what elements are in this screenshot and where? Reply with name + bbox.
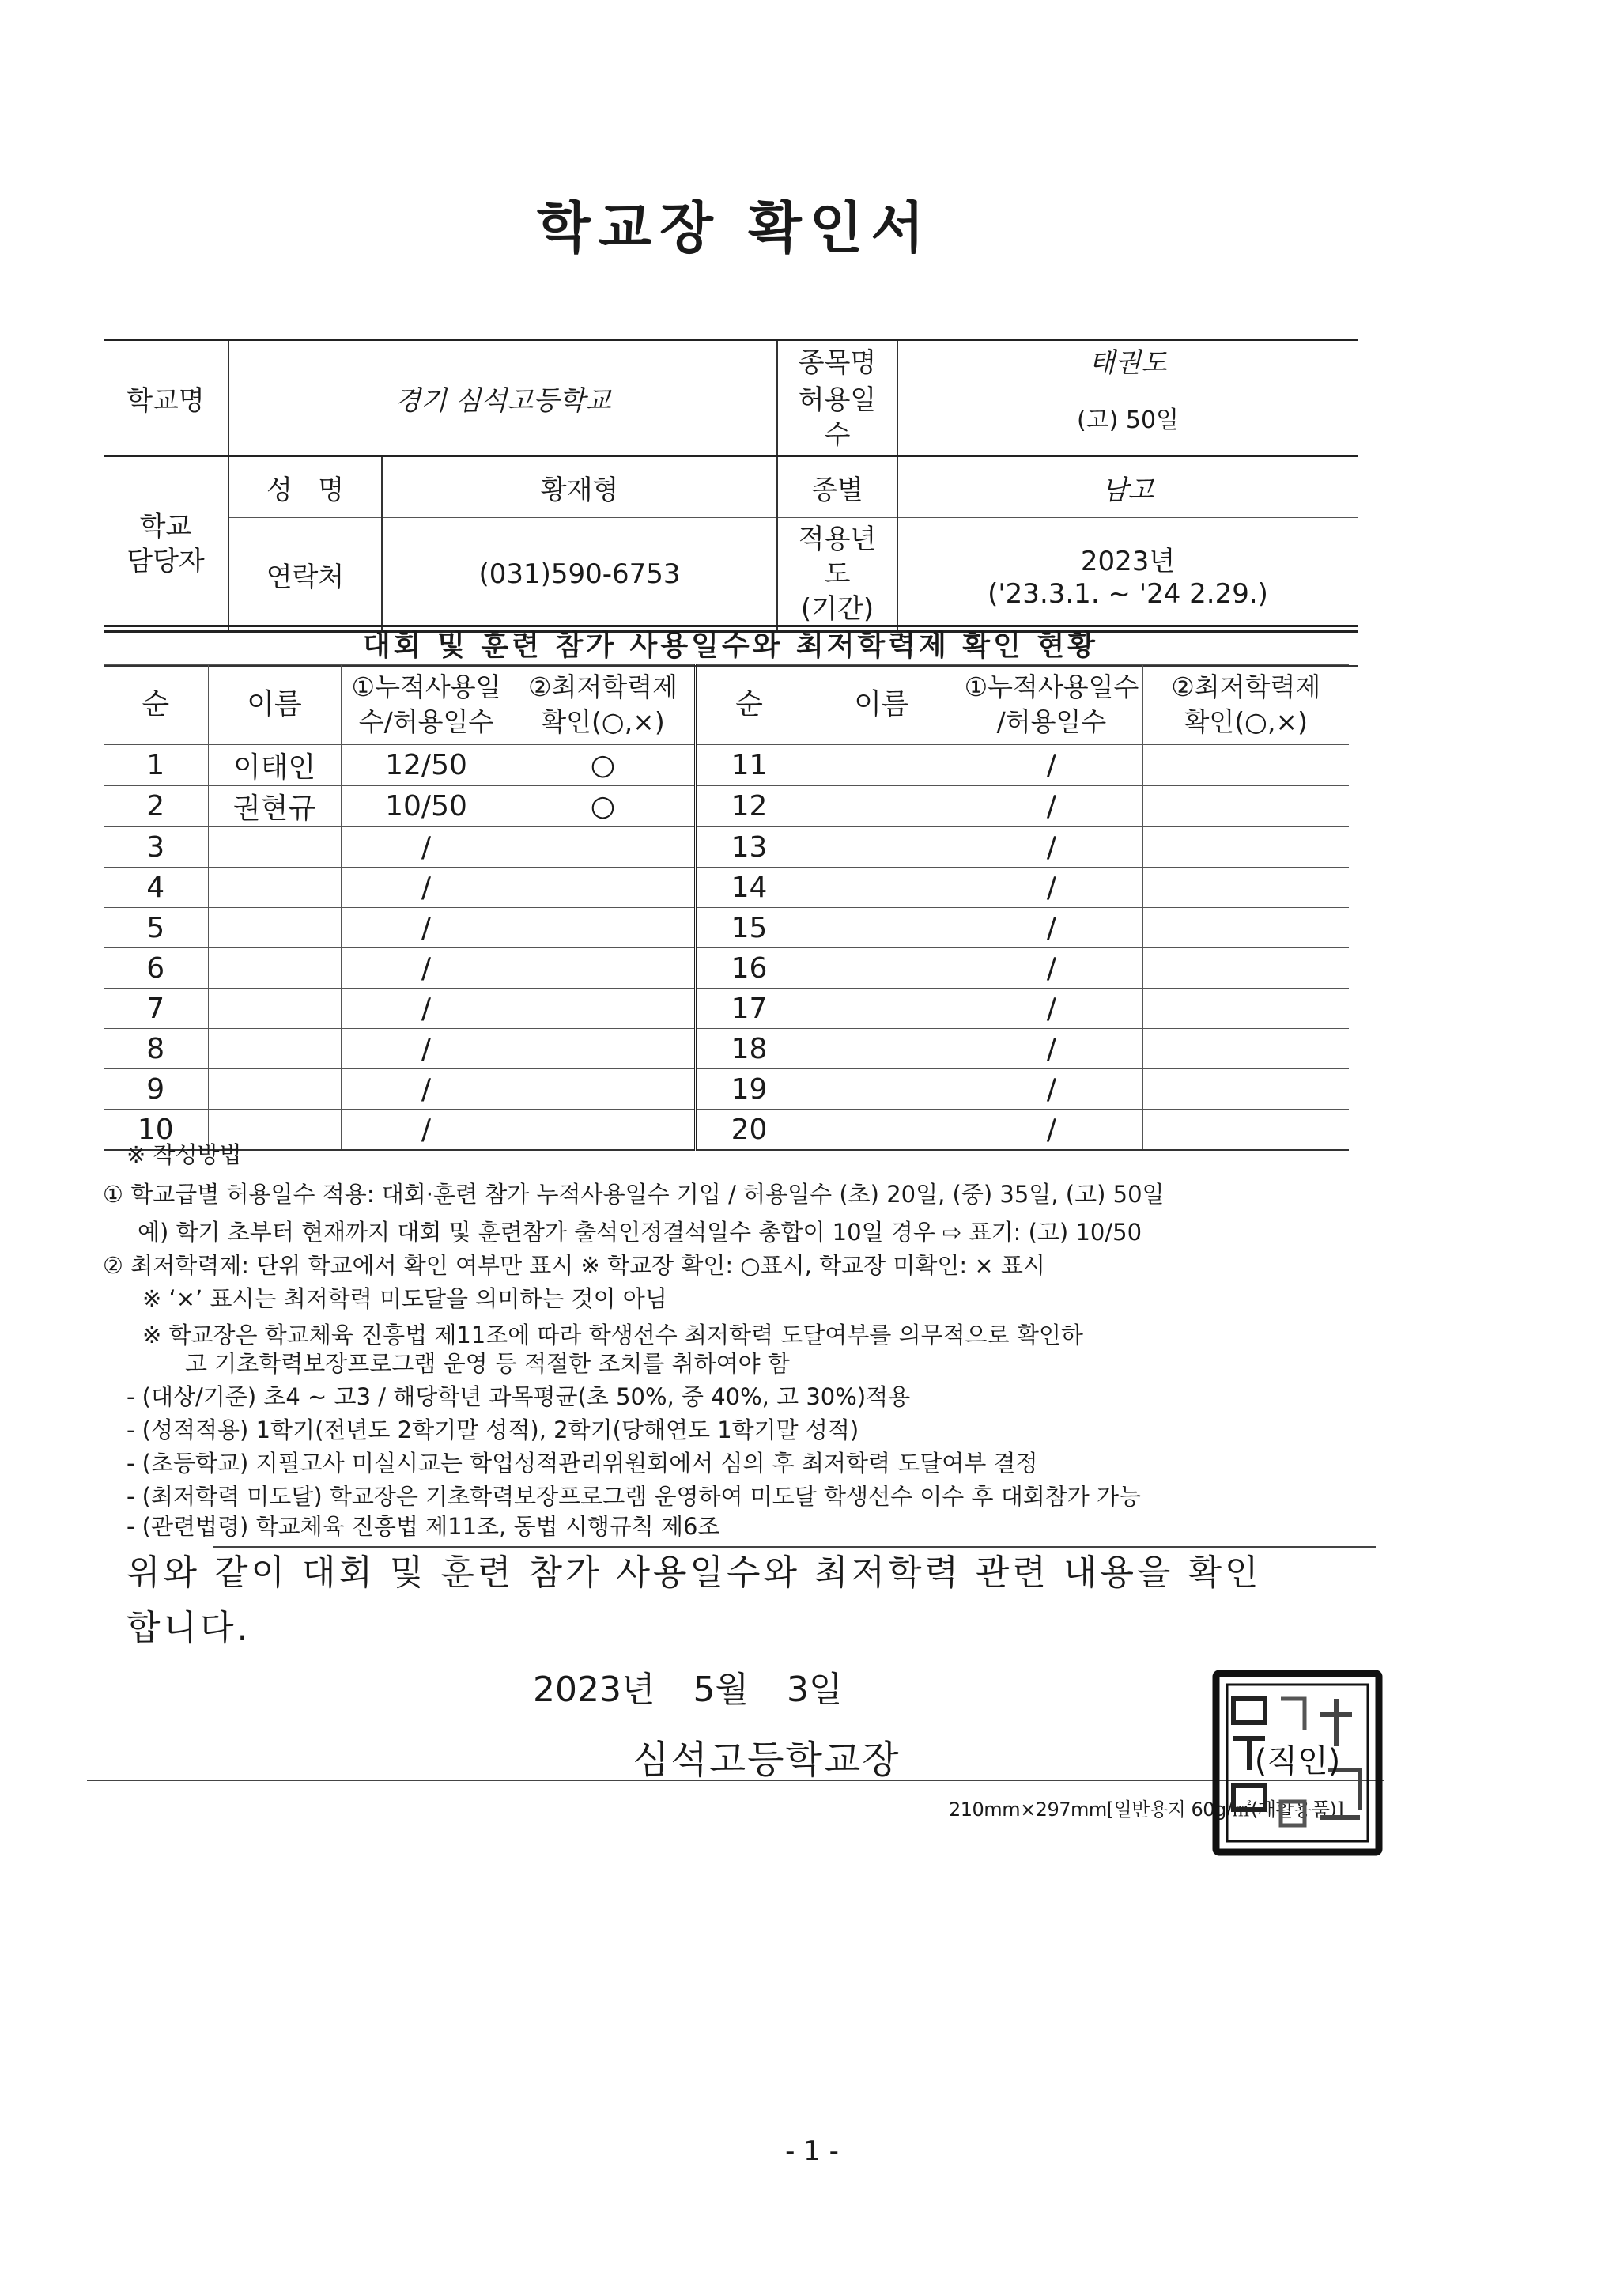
student-name-2 bbox=[803, 827, 961, 868]
row-number-2: 20 bbox=[695, 1110, 803, 1151]
student-name-2 bbox=[803, 1069, 961, 1110]
days-used: / bbox=[341, 1069, 512, 1110]
header-no-2: 순 bbox=[695, 665, 803, 745]
days-used: / bbox=[341, 1029, 512, 1069]
academic-check bbox=[512, 1029, 695, 1069]
student-name: 권현규 bbox=[208, 786, 341, 827]
academic-check-2 bbox=[1142, 948, 1349, 989]
student-name-2 bbox=[803, 868, 961, 908]
row-number-2: 11 bbox=[695, 745, 803, 786]
header-no: 순 bbox=[104, 665, 208, 745]
event-value: 태권도 bbox=[897, 340, 1358, 380]
school-name-label: 학교명 bbox=[104, 340, 228, 456]
category-value: 남고 bbox=[897, 456, 1358, 518]
table-row bbox=[104, 786, 1349, 827]
date-day: 3일 bbox=[786, 1670, 843, 1710]
academic-check-2 bbox=[1142, 908, 1349, 948]
academic-check bbox=[512, 948, 695, 989]
section-title: 대회 및 훈련 참가 사용일수와 최저학력제 확인 현황 bbox=[104, 625, 1358, 667]
row-number: 5 bbox=[104, 908, 208, 948]
academic-check-2 bbox=[1142, 1029, 1349, 1069]
table-row bbox=[104, 948, 1349, 989]
academic-check-2 bbox=[1142, 868, 1349, 908]
header-days: ①누적사용일 수/허용일수 bbox=[341, 665, 512, 745]
days-used: / bbox=[341, 827, 512, 868]
student-name-2 bbox=[803, 745, 961, 786]
period-text: ('23.3.1. ~ '24 2.29.) bbox=[988, 577, 1268, 610]
row-number: 8 bbox=[104, 1029, 208, 1069]
note-line: ※ 학교장은 학교체육 진흥법 제11조에 따라 학생선수 최저학력 도달여부를 의무적으로 확인하 bbox=[142, 1322, 1083, 1348]
event-label: 종목명 bbox=[777, 340, 897, 380]
phone-value: (031)590-6753 bbox=[382, 518, 777, 632]
days-used: / bbox=[341, 908, 512, 948]
row-number: 7 bbox=[104, 989, 208, 1029]
page-number: - 1 - bbox=[785, 2135, 839, 2167]
days-used-2: / bbox=[961, 1110, 1142, 1151]
allowed-days-label: 허용일 수 bbox=[777, 380, 897, 456]
confirmation-text bbox=[127, 1545, 1328, 1656]
days-used: / bbox=[341, 868, 512, 908]
days-used-2: / bbox=[961, 948, 1142, 989]
seal-text: (직인) bbox=[1254, 1743, 1341, 1780]
paper-spec: 210mm×297mm[일반용지 60g/㎡(재활용품)] bbox=[949, 1798, 1344, 1821]
days-used-2: / bbox=[961, 745, 1142, 786]
year-value bbox=[897, 518, 1358, 632]
row-number: 10 bbox=[104, 1110, 208, 1151]
notes-heading: ※ 작성방법 bbox=[127, 1141, 242, 1168]
academic-check-2 bbox=[1142, 745, 1349, 786]
days-used: 10/50 bbox=[341, 786, 512, 827]
year-text: 2023년 bbox=[1080, 545, 1176, 577]
student-name-2 bbox=[803, 1029, 961, 1069]
academic-check bbox=[512, 1069, 695, 1110]
days-used-2: / bbox=[961, 868, 1142, 908]
date-year: 2023년 bbox=[533, 1670, 655, 1710]
academic-check: ○ bbox=[512, 745, 695, 786]
table-row bbox=[104, 989, 1349, 1029]
days-used-2: / bbox=[961, 786, 1142, 827]
header-check: ②최저학력제 확인(○,×) bbox=[512, 665, 695, 745]
student-name-2 bbox=[803, 989, 961, 1029]
row-number-2: 13 bbox=[695, 827, 803, 868]
student-name bbox=[208, 908, 341, 948]
student-name bbox=[208, 948, 341, 989]
days-used-2: / bbox=[961, 827, 1142, 868]
school-info-table bbox=[104, 339, 1358, 633]
academic-check-2 bbox=[1142, 827, 1349, 868]
note-line: ※ ‘×’ 표시는 최저학력 미도달을 의미하는 것이 아님 bbox=[142, 1285, 667, 1312]
row-number: 4 bbox=[104, 868, 208, 908]
academic-check bbox=[512, 908, 695, 948]
table-row bbox=[104, 745, 1349, 786]
row-number-2: 18 bbox=[695, 1029, 803, 1069]
table-row bbox=[104, 1069, 1349, 1110]
issue-date bbox=[533, 1661, 869, 1711]
school-name-value: 경기 심석고등학교 bbox=[228, 340, 777, 456]
table-row bbox=[104, 1029, 1349, 1069]
confirmation-line-2: 합니다. bbox=[127, 1608, 251, 1648]
academic-check-2 bbox=[1142, 1110, 1349, 1151]
phone-label: 연락처 bbox=[228, 518, 382, 632]
student-name bbox=[208, 1069, 341, 1110]
row-number-2: 19 bbox=[695, 1069, 803, 1110]
category-label: 종별 bbox=[777, 456, 897, 518]
student-name bbox=[208, 827, 341, 868]
principal-name: 심석고등학교장 bbox=[633, 1738, 901, 1782]
allowed-days-value: (고) 50일 bbox=[897, 380, 1358, 456]
note-line: - (대상/기준) 초4 ~ 고3 / 해당학년 과목평균(초 50%, 중 40%, 고 30%)적용 bbox=[127, 1383, 911, 1410]
note-line: ② 최저학력제: 단위 학교에서 확인 여부만 표시 ※ 학교장 확인: ○표시, 학교장 미확인: × 표시 bbox=[103, 1252, 1045, 1279]
row-number: 3 bbox=[104, 827, 208, 868]
header-days-2: ①누적사용일수 /허용일수 bbox=[961, 665, 1142, 745]
days-used: / bbox=[341, 1110, 512, 1151]
header-name: 이름 bbox=[208, 665, 341, 745]
note-line: 예) 학기 초부터 현재까지 대회 및 훈련참가 출석인정결석일수 총합이 10일 경우 ⇨ 표기: (고) 10/50 bbox=[138, 1219, 1142, 1246]
student-name bbox=[208, 989, 341, 1029]
row-number-2: 15 bbox=[695, 908, 803, 948]
days-used-2: / bbox=[961, 908, 1142, 948]
table-row bbox=[104, 868, 1349, 908]
student-name bbox=[208, 1029, 341, 1069]
row-number: 9 bbox=[104, 1069, 208, 1110]
note-line: 고 기초학력보장프로그램 운영 등 적절한 조치를 취하여야 함 bbox=[185, 1350, 790, 1377]
academic-check: ○ bbox=[512, 786, 695, 827]
confirmation-line-1: 위와 같이 대회 및 훈련 참가 사용일수와 최저학력 관련 내용을 확인 bbox=[127, 1553, 1262, 1593]
row-number-2: 12 bbox=[695, 786, 803, 827]
days-used: 12/50 bbox=[341, 745, 512, 786]
roster-header-row bbox=[104, 665, 1349, 745]
academic-check bbox=[512, 989, 695, 1029]
academic-check bbox=[512, 1110, 695, 1151]
document-title: 학교장 확인서 bbox=[536, 195, 933, 260]
note-line: - (초등학교) 지필고사 미실시교는 학업성적관리위원회에서 심의 후 최저학력 도달여부 결정 bbox=[127, 1450, 1038, 1477]
days-used-2: / bbox=[961, 989, 1142, 1029]
note-line: - (관련법령) 학교체육 진흥법 제11조, 동법 시행규칙 제6조 bbox=[127, 1513, 720, 1540]
row-number: 1 bbox=[104, 745, 208, 786]
academic-check bbox=[512, 827, 695, 868]
student-name-2 bbox=[803, 948, 961, 989]
days-used: / bbox=[341, 989, 512, 1029]
note-line: - (최저학력 미도달) 학교장은 기초학력보장프로그램 운영하여 미도달 학생선수 이수 후 대회참가 가능 bbox=[127, 1483, 1142, 1510]
header-name-2: 이름 bbox=[803, 665, 961, 745]
academic-check-2 bbox=[1142, 1069, 1349, 1110]
bottom-rule bbox=[87, 1780, 1384, 1781]
table-row bbox=[104, 908, 1349, 948]
note-line: ① 학교급별 허용일수 적용: 대회·훈련 참가 누적사용일수 기입 / 허용일수 (초) 20일, (중) 35일, (고) 50일 bbox=[103, 1181, 1165, 1208]
student-name-2 bbox=[803, 1110, 961, 1151]
official-seal bbox=[1210, 1667, 1385, 1859]
student-name-2 bbox=[803, 786, 961, 827]
academic-check-2 bbox=[1142, 786, 1349, 827]
days-used: / bbox=[341, 948, 512, 989]
student-name-2 bbox=[803, 908, 961, 948]
row-number: 6 bbox=[104, 948, 208, 989]
table-row bbox=[104, 827, 1349, 868]
student-name: 이태인 bbox=[208, 745, 341, 786]
days-used-2: / bbox=[961, 1069, 1142, 1110]
row-number-2: 17 bbox=[695, 989, 803, 1029]
roster-table bbox=[104, 664, 1349, 1151]
days-used-2: / bbox=[961, 1029, 1142, 1069]
academic-check bbox=[512, 868, 695, 908]
row-number-2: 16 bbox=[695, 948, 803, 989]
note-line: - (성적적용) 1학기(전년도 2학기말 성적), 2학기(당해연도 1학기말 성적) bbox=[127, 1416, 859, 1443]
student-name bbox=[208, 868, 341, 908]
date-month: 5월 bbox=[693, 1670, 749, 1710]
person-name-label: 성 명 bbox=[228, 456, 382, 518]
table-row bbox=[104, 1110, 1349, 1151]
academic-check-2 bbox=[1142, 989, 1349, 1029]
year-label: 적용년 도 (기간) bbox=[777, 518, 897, 632]
contact-person-label: 학교 담당자 bbox=[104, 456, 228, 632]
person-name-value: 황재형 bbox=[382, 456, 777, 518]
row-number-2: 14 bbox=[695, 868, 803, 908]
row-number: 2 bbox=[104, 786, 208, 827]
header-check-2: ②최저학력제 확인(○,×) bbox=[1142, 665, 1349, 745]
